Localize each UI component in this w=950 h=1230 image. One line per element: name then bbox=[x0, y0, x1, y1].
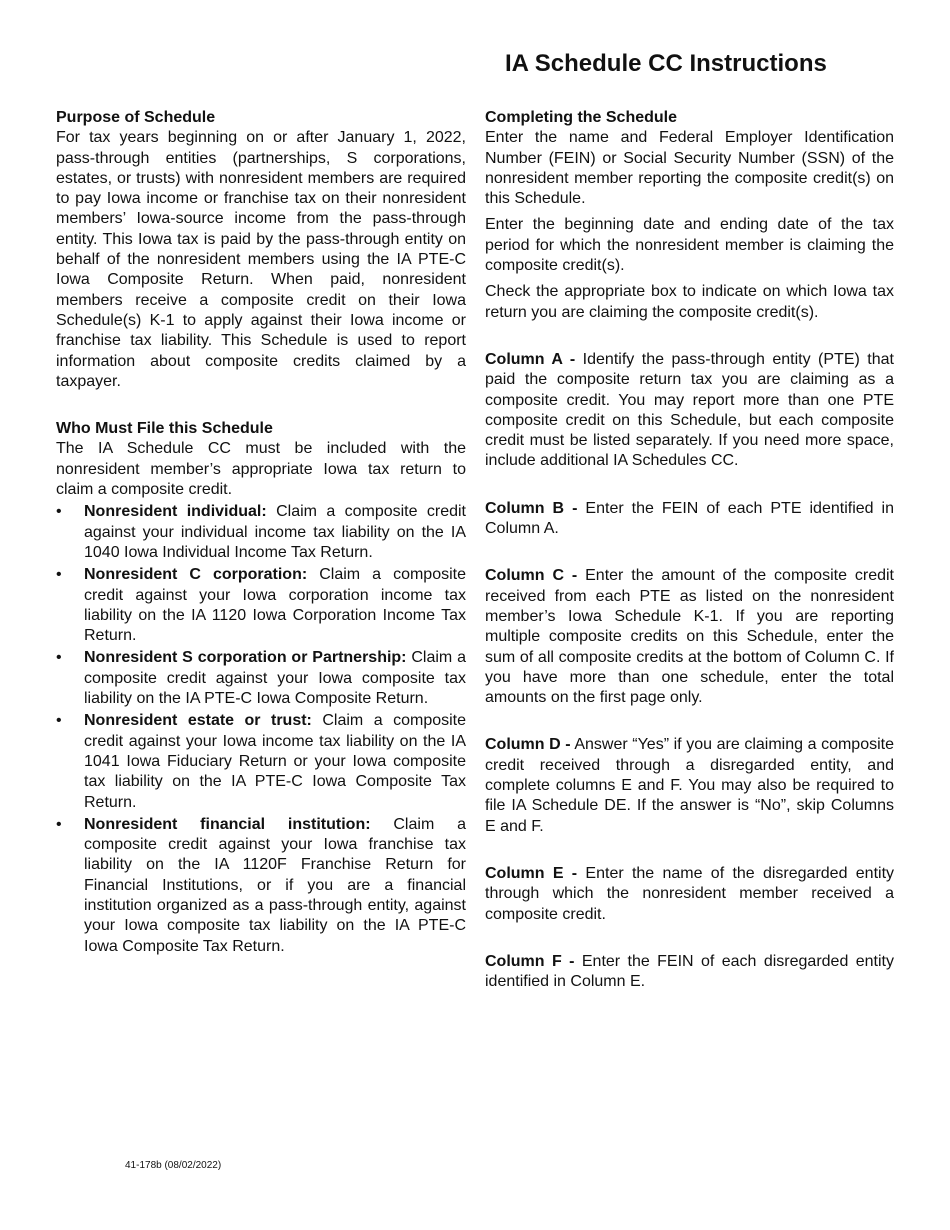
bullet-icon: • bbox=[56, 815, 62, 833]
list-item-text: Claim a composite credit against your Iowa income tax liability on the IA 1041 Iowa Fiduciary Return or your Iowa composite tax liability on the IA PTE-C Iowa Composite Tax Return. bbox=[84, 712, 467, 811]
list-item-text: Claim a composite credit against your Iowa corporation income tax liability on the IA 1120 Iowa Corporation Income Tax Return. bbox=[84, 566, 466, 645]
list-item-label: Nonresident C corporation: bbox=[84, 566, 308, 584]
column-e-instruction bbox=[485, 864, 894, 925]
list-item bbox=[56, 711, 466, 812]
purpose-section bbox=[56, 108, 466, 392]
column-label: Column B - bbox=[485, 499, 578, 517]
column-f-instruction bbox=[485, 952, 894, 993]
column-text: Enter the name of the disregarded entity through which the nonresident member received a composite credit. bbox=[485, 864, 895, 923]
completing-section bbox=[485, 108, 894, 323]
list-item-text: Claim a composite credit against your Iowa composite tax liability on the IA PTE-C Iowa Composite Return. bbox=[84, 649, 466, 708]
completing-paragraph: Enter the name and Federal Employer Identification Number (FEIN) or Social Security Number (SSN) of the nonresident member reporting the composite credit(s) on this Schedule. bbox=[485, 129, 894, 208]
list-item-text: Claim a composite credit against your Iowa franchise tax liability on the IA 1120F Franchise Return for Financial Institutions, or if you are a financial institution organized as a pass-through entity, against your Iowa composite tax liability on the IA PTE-C Iowa Composite Tax Return. bbox=[84, 815, 466, 955]
list-item bbox=[56, 502, 466, 563]
column-label: Column D - bbox=[485, 736, 571, 754]
list-item-label: Nonresident individual: bbox=[84, 503, 267, 521]
column-label: Column E - bbox=[485, 864, 578, 882]
column-text: Identify the pass-through entity (PTE) that paid the composite return tax you are claiming as a composite credit. You may report more than one PTE composite credit on this Schedule, but each composite credit must be listed separately. If you need more space, include additional IA Schedules CC. bbox=[485, 350, 894, 470]
bullet-icon: • bbox=[56, 649, 62, 667]
list-item bbox=[56, 815, 466, 957]
completing-paragraph: Check the appropriate box to indicate on which Iowa tax return you are claiming the composite credit(s). bbox=[485, 283, 894, 321]
completing-heading: Completing the Schedule bbox=[485, 109, 678, 126]
completing-paragraph: Enter the beginning date and ending date of the tax period for which the nonresident member is claiming the composite credit(s). bbox=[485, 216, 894, 275]
list-item-label: Nonresident estate or trust: bbox=[84, 712, 312, 730]
column-text: Enter the amount of the composite credit received from each PTE as listed on the nonresident member’s Iowa Schedule K-1. If you are reporting multiple composite credits on this Schedule, enter the sum of all composite credits at the bottom of Column C. If you have more than one schedule, enter the total amounts on the first page only. bbox=[485, 567, 894, 707]
bullet-icon: • bbox=[56, 503, 62, 521]
purpose-text: For tax years beginning on or after January 1, 2022, pass-through entities (partnerships, S corporations, estates, or trusts) with nonresident members are required to pay Iowa income or franchise tax on their nonresident members’ Iowa-source income from the pass-through entity. This Iowa tax is paid by the pass-through entity on behalf of the nonresident members using the IA PTE-C Iowa Composite Return. When paid, nonresident members receive a composite credit on their Iowa Schedule(s) K-1 to apply against their Iowa income or franchise tax liability. This Schedule is used to report information about composite credits claimed by a taxpayer. bbox=[56, 129, 466, 390]
page-title: IA Schedule CC Instructions bbox=[505, 50, 827, 77]
who-must-file-section bbox=[56, 419, 466, 957]
bullet-icon: • bbox=[56, 566, 62, 584]
who-must-file-heading: Who Must File this Schedule bbox=[56, 420, 273, 438]
form-id-footer: 41-178b (08/02/2022) bbox=[125, 1160, 222, 1171]
column-text: Enter the FEIN of each PTE identified in Column A. bbox=[485, 499, 894, 538]
column-b-instruction bbox=[485, 499, 894, 540]
list-item bbox=[56, 565, 466, 646]
column-text: Enter the FEIN of each disregarded entity identified in Column E. bbox=[485, 952, 895, 991]
column-d-instruction bbox=[485, 735, 894, 836]
column-label: Column A - bbox=[485, 350, 576, 368]
right-column bbox=[485, 108, 894, 992]
column-label: Column C - bbox=[485, 567, 578, 585]
filer-type-list bbox=[56, 502, 466, 957]
list-item-label: Nonresident S corporation or Partnership: bbox=[84, 649, 407, 667]
who-must-file-text: The IA Schedule CC must be included with the nonresident member’s appropriate Iowa tax return to claim a composite credit. bbox=[56, 440, 466, 499]
list-item-text: Claim a composite credit against your individual income tax liability on the IA 1040 Iowa Individual Income Tax Return. bbox=[84, 503, 466, 561]
left-column bbox=[56, 108, 466, 959]
column-label: Column F - bbox=[485, 952, 575, 970]
column-c-instruction bbox=[485, 566, 894, 708]
purpose-heading: Purpose of Schedule bbox=[56, 109, 216, 126]
list-item bbox=[56, 648, 466, 709]
column-text: Answer “Yes” if you are claiming a composite credit received through a disregarded entity, and complete columns E and F. You may also be required to file IA Schedule DE. If the answer is “No”, skip Columns E and F. bbox=[485, 736, 895, 835]
list-item-label: Nonresident financial institution: bbox=[84, 815, 371, 833]
column-a-instruction bbox=[485, 350, 894, 472]
bullet-icon: • bbox=[56, 712, 62, 730]
